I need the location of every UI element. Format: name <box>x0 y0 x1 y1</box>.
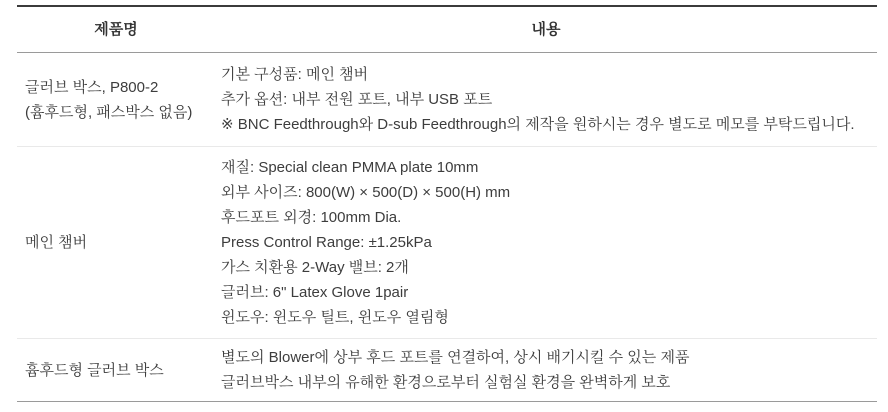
product-name-line: 메인 챔버 <box>25 234 88 251</box>
column-header-product-name: 제품명 <box>94 21 138 38</box>
table-header-row <box>17 7 877 53</box>
product-content-cell <box>215 339 877 401</box>
product-spec-table <box>17 5 877 402</box>
table-row-main-chamber <box>17 147 877 339</box>
product-name-cell <box>17 339 215 401</box>
spec-line: 별도의 Blower에 상부 후드 포트를 연결하여, 상시 배기시킬 수 있는 제품 <box>221 349 690 366</box>
spec-line: 가스 치환용 2-Way 밸브: 2개 <box>221 259 409 276</box>
spec-line: 글러브: 6" Latex Glove 1pair <box>221 284 409 301</box>
spec-line: Press Control Range: ±1.25kPa <box>221 234 432 251</box>
product-name-cell <box>17 147 215 338</box>
spec-line: 기본 구성품: 메인 챔버 <box>221 66 369 83</box>
product-content-cell <box>215 53 877 146</box>
spec-note-line: ※ BNC Feedthrough와 D-sub Feedthrough의 제작을 원하시는 경우 별도로 메모를 부탁드립니다. <box>221 116 855 133</box>
product-name-cell <box>17 53 215 146</box>
product-content-cell <box>215 147 877 338</box>
table-row-glove-box <box>17 53 877 147</box>
spec-line: 후드포트 외경: 100mm Dia. <box>221 209 402 226</box>
spec-line: 추가 옵션: 내부 전원 포트, 내부 USB 포트 <box>221 91 493 108</box>
spec-line: 윈도우: 윈도우 틸트, 윈도우 열림형 <box>221 309 449 326</box>
table-row-fume-hood-glove-box <box>17 339 877 402</box>
product-name-line: 글러브 박스, P800-2 <box>25 78 159 96</box>
spec-line: 재질: Special clean PMMA plate 10mm <box>221 159 479 176</box>
product-name-line: 흄후드형 글러브 박스 <box>25 361 164 379</box>
spec-line: 외부 사이즈: 800(W) × 500(D) × 500(H) mm <box>221 184 511 201</box>
column-header-content: 내용 <box>531 21 561 38</box>
spec-line: 글러브박스 내부의 유해한 환경으로부터 실험실 환경을 완벽하게 보호 <box>221 374 671 391</box>
product-name-line: (흄후드형, 패스박스 없음) <box>25 103 193 121</box>
